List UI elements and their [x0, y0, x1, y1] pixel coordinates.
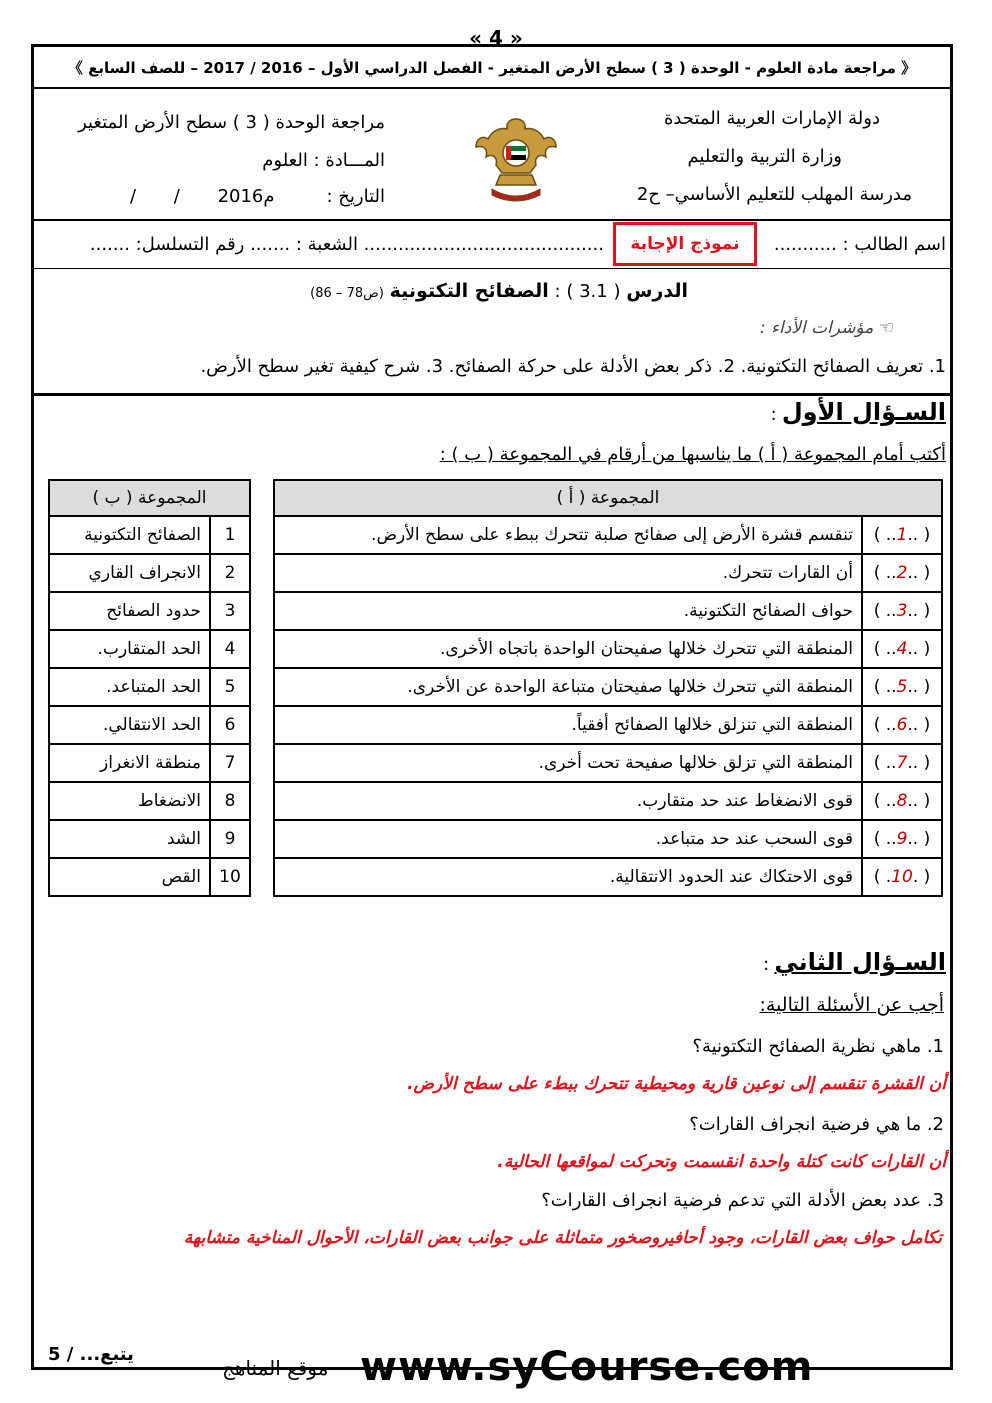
table-row [49, 516, 250, 554]
answer-model-box: نموذج الإجابة [613, 222, 757, 266]
table-row [49, 592, 250, 630]
continue-note: يتبع... / 5 [48, 1344, 134, 1365]
page-number-right-bracket: » [509, 26, 523, 50]
table-row [49, 820, 250, 858]
group-a-header: المجموعة ( أ ) [274, 480, 942, 516]
q1-title: السـؤال الأول [781, 398, 946, 426]
group-a-answer: ( ..6.. ) [862, 706, 942, 744]
group-b-num: 10 [210, 858, 250, 896]
table-row [49, 744, 250, 782]
group-a-text: المنطقة التي تزلق خلالها صفيحة تحت أخرى. [274, 744, 862, 782]
group-b-text: الصفائح التكتونية [49, 516, 210, 554]
group-b-num: 9 [210, 820, 250, 858]
lesson-colon: : [554, 281, 561, 302]
table-row [274, 668, 942, 706]
header-divider [34, 219, 950, 221]
group-a-text: تنقسم قشرة الأرض إلى صفائح صلبة تتحرك ببطء على سطح الأرض. [274, 516, 862, 554]
q2-answer-1: أن القشرة تنقسم إلى نوعين قارية ومحيطية تتحرك ببطء على سطح الأرض. [407, 1074, 946, 1094]
table-row [274, 744, 942, 782]
header-school: مدرسة المهلب للتعليم الأساسي– ح2 [636, 184, 912, 205]
q1-heading [771, 398, 946, 426]
group-a-text: حواف الصفائح التكتونية. [274, 592, 862, 630]
hand-pointer-icon: ☜ [878, 318, 894, 338]
table-row [274, 820, 942, 858]
section-divider [34, 393, 950, 396]
indicators-heading [760, 318, 894, 338]
group-b-header: المجموعة ( ب ) [49, 480, 250, 516]
group-a-answer: ( .10. ) [862, 858, 942, 896]
table-row [49, 858, 250, 896]
lesson-number: ( 3.1 ) [566, 281, 621, 302]
q2-title: السـؤال الثاني [774, 948, 946, 976]
header-ministry: وزارة التربية والتعليم [687, 146, 842, 167]
q2-instruction: أجب عن الأسئلة التالية: [759, 994, 944, 1016]
group-a-text: قوى الانضغاط عند حد متقارب. [274, 782, 862, 820]
title-band [34, 47, 950, 89]
q1-colon: : [770, 404, 777, 425]
group-b-num: 1 [210, 516, 250, 554]
student-row-divider [34, 268, 950, 269]
group-a-text: المنطقة التي تتحرك خلالها صفيحتان الواحدة باتجاه الأخرى. [274, 630, 862, 668]
header-country: دولة الإمارات العربية المتحدة [663, 108, 880, 129]
uae-eagle-emblem-icon [470, 113, 562, 205]
group-a-answer: ( ..3.. ) [862, 592, 942, 630]
q2-question-1: 1. ماهي نظرية الصفائح التكتونية؟ [692, 1036, 944, 1057]
header-review-unit: مراجعة الوحدة ( 3 ) سطح الأرض المتغير [78, 112, 385, 133]
group-b-num: 3 [210, 592, 250, 630]
group-b-num: 8 [210, 782, 250, 820]
page-number-left-bracket: « [469, 26, 483, 50]
band-title: مراجعة مادة العلوم - الوحدة ( 3 ) سطح الأرض المتغير - الفصل الدراسي الأول – 2016 / 2017 – للصف السابع [88, 59, 896, 77]
group-b-text: الحد المتقارب. [49, 630, 210, 668]
site-url[interactable]: www.syCourse.com [360, 1344, 814, 1390]
group-b-num: 7 [210, 744, 250, 782]
table-row [274, 858, 942, 896]
site-name-arabic: موقع المناهج [222, 1356, 329, 1380]
table-row [274, 516, 942, 554]
group-b-num: 4 [210, 630, 250, 668]
group-a-answer: ( ..2.. ) [862, 554, 942, 592]
group-a-text: قوى الاحتكاك عند الحدود الانتقالية. [274, 858, 862, 896]
group-a-answer: ( ..4.. ) [862, 630, 942, 668]
table-row [49, 554, 250, 592]
student-details: .......................................... الشعبة : ....... رقم التسلسل: ....... [89, 234, 604, 255]
band-bracket-right: 《 [895, 59, 917, 77]
lesson-pages: (ص78 – 86) [310, 286, 384, 301]
indicators-text: 1. تعريف الصفائح التكتونية. 2. ذكر بعض الأدلة على حركة الصفائح. 3. شرح كيفية تغير سطح الأرض. [200, 356, 946, 377]
group-b-text: الانضغاط [49, 782, 210, 820]
q2-heading [763, 948, 946, 976]
q2-question-2: 2. ما هي فرضية انجراف القارات؟ [689, 1114, 944, 1135]
group-a-answer: ( ..7.. ) [862, 744, 942, 782]
group-b-text: الشد [49, 820, 210, 858]
group-b-text: الحد الانتقالي. [49, 706, 210, 744]
header-date-label: التاريخ : [326, 186, 385, 207]
group-a-answer: ( ..5.. ) [862, 668, 942, 706]
band-bracket-left: 》 [67, 59, 83, 77]
table-row [274, 592, 942, 630]
q2-answer-3: تكامل حواف بعض القارات، وجود أحافيروصخور متماثلة على جوانب بعض القارات، الأحوال المناخية متشابهة [183, 1228, 942, 1248]
lesson-title: الصفائح التكتونية [389, 280, 549, 302]
group-b-text: الانجراف القاري [49, 554, 210, 592]
group-a-answer: ( ..8.. ) [862, 782, 942, 820]
indicators-label: مؤشرات الأداء : [759, 318, 874, 338]
table-row [274, 630, 942, 668]
group-b-text: القص [49, 858, 210, 896]
header-date-value: / / 2016م [130, 186, 275, 207]
q2-colon: : [763, 954, 770, 975]
q1-instruction: أكتب أمام المجموعة ( أ ) ما يناسبها من أرقام في المجموعة ( ب ) : [439, 444, 946, 465]
group-b-num: 6 [210, 706, 250, 744]
group-b-num: 2 [210, 554, 250, 592]
group-b-num: 5 [210, 668, 250, 706]
group-a-text: المنطقة التي تنزلق خلالها الصفائح أفقياً. [274, 706, 862, 744]
student-name-label: اسم الطالب : ........... [773, 234, 946, 255]
group-b-text: حدود الصفائح [49, 592, 210, 630]
table-row [49, 668, 250, 706]
group-a-answer: ( ..1.. ) [862, 516, 942, 554]
group-a-answer: ( ..9.. ) [862, 820, 942, 858]
group-b-table [48, 479, 251, 897]
table-row [274, 706, 942, 744]
page-number-value: 4 [489, 26, 503, 50]
group-a-text: أن القارات تتحرك. [274, 554, 862, 592]
table-row [274, 782, 942, 820]
group-b-text: منطقة الانغراز [49, 744, 210, 782]
q2-question-3: 3. عدد بعض الأدلة التي تدعم فرضية انجراف القارات؟ [541, 1190, 944, 1211]
header-subject: المـــادة : العلوم [262, 150, 385, 171]
table-row [49, 706, 250, 744]
q2-answer-2: أن القارات كانت كتلة واحدة انقسمت وتحركت لمواقعها الحالية. [497, 1152, 946, 1172]
table-row [49, 630, 250, 668]
group-a-table [273, 479, 943, 897]
group-b-text: الحد المتباعد. [49, 668, 210, 706]
lesson-line [310, 280, 688, 302]
group-a-text: قوى السحب عند حد متباعد. [274, 820, 862, 858]
group-a-text: المنطقة التي تتحرك خلالها صفيحتان متباعة الواحدة عن الأخرى. [274, 668, 862, 706]
table-row [274, 554, 942, 592]
lesson-label: الدرس [626, 280, 688, 302]
table-row [49, 782, 250, 820]
